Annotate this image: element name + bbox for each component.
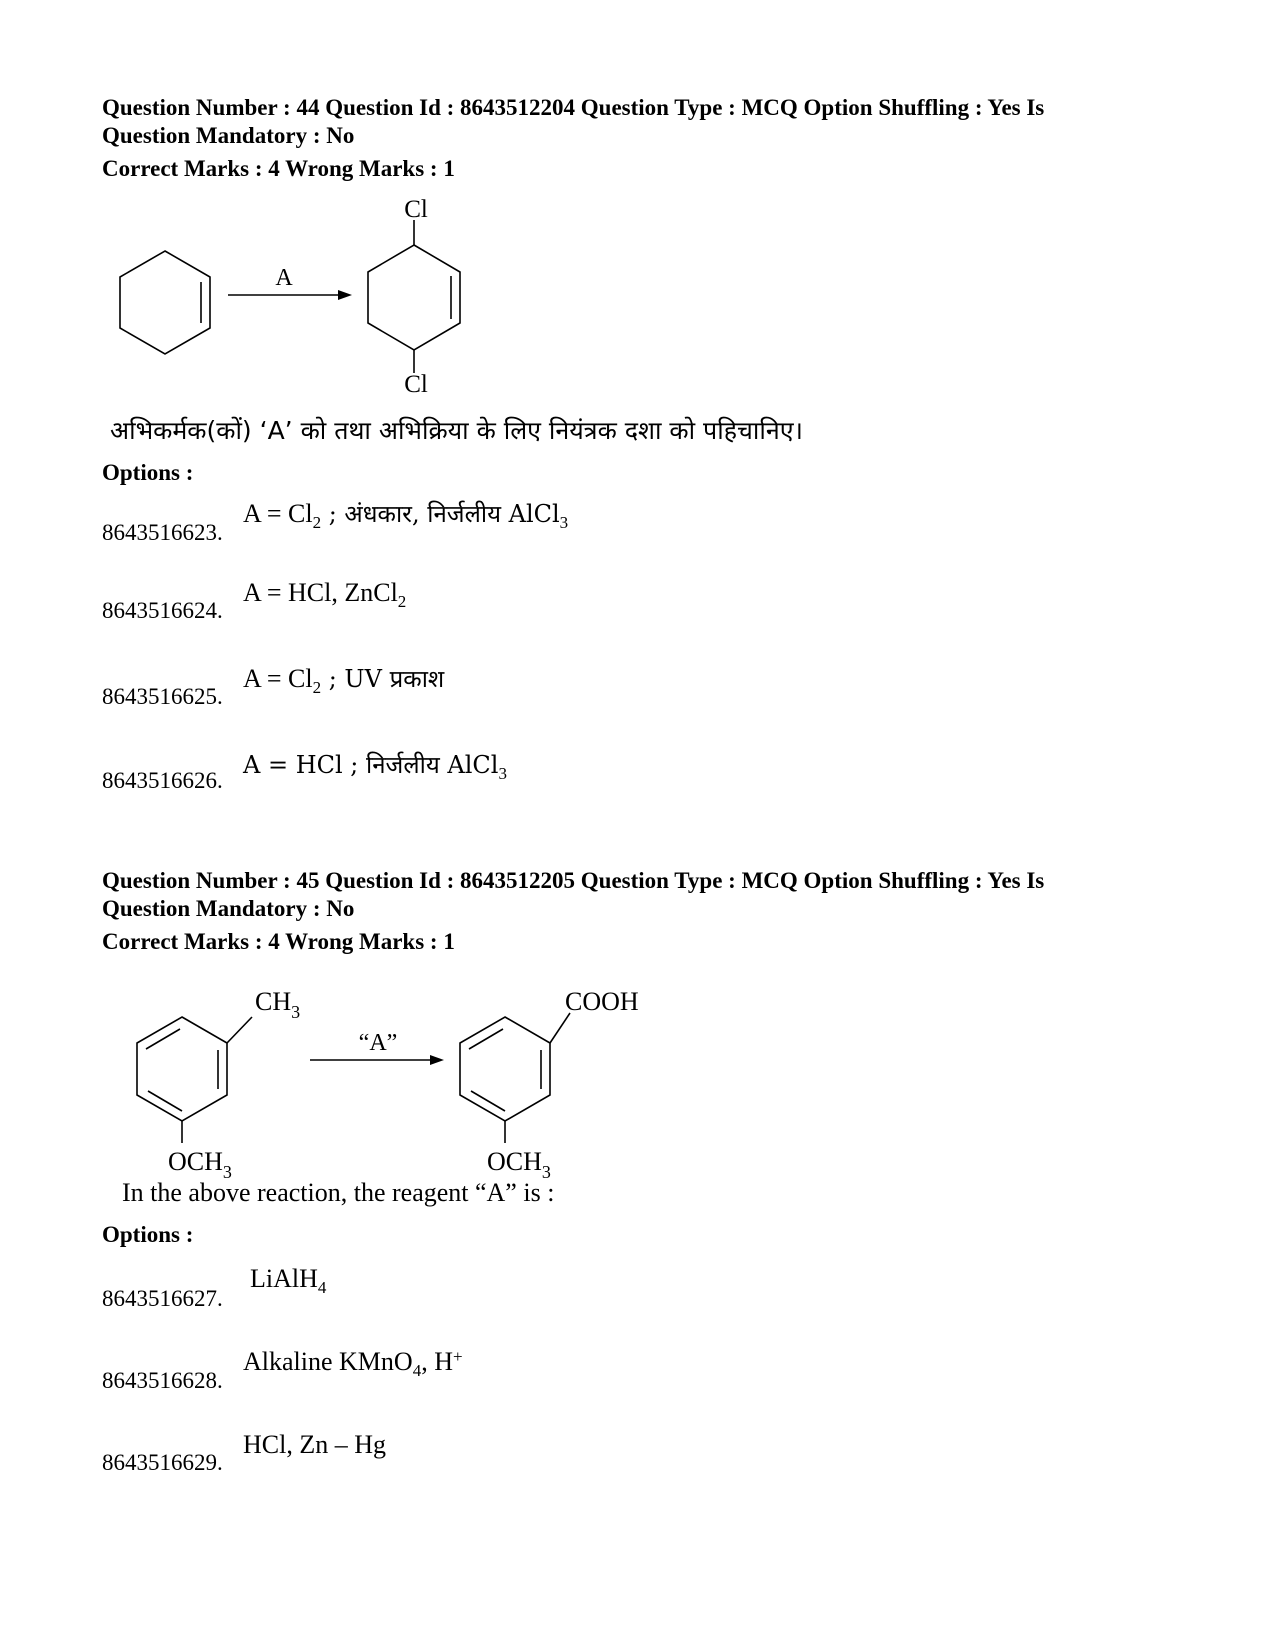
q45-option-1-id: 8643516627. xyxy=(102,1286,223,1311)
q44-top-chlorine: Cl xyxy=(404,196,428,223)
q44-option-1-post: ; अंधकार, निर्जलीय AlCl xyxy=(321,500,560,528)
q45-reactant-methyl-text: CH xyxy=(255,987,292,1016)
q44-option-4-text: A = HCl ; निर्जलीय AlCl xyxy=(243,751,499,779)
q45-reactant-methoxy-text: OCH xyxy=(168,1147,223,1176)
q45-reaction-diagram xyxy=(120,980,680,1190)
q44-option-1-id: 8643516623. xyxy=(102,520,223,545)
q45-option-2-id: 8643516628. xyxy=(102,1368,223,1393)
q45-header-line1: Question Number : 45 Question Id : 8643512205 Question Type : MCQ Option Shuffling : Yes Is xyxy=(102,868,1045,893)
q44-header-line2: Question Mandatory : No xyxy=(102,123,355,148)
q45-option-2-post: , H xyxy=(421,1347,453,1376)
q45-product-methoxy xyxy=(487,1147,551,1182)
q45-header-line2: Question Mandatory : No xyxy=(102,896,355,921)
q44-option-4[interactable] xyxy=(243,748,507,784)
q44-question-text: अभिकर्मक(कों) ‘A’ को तथा अभिक्रिया के लिए नियंत्रक दशा को पहिचानिए। xyxy=(110,416,803,445)
q45-reactant-methoxy xyxy=(168,1147,232,1182)
q44-dichlorocyclohexene xyxy=(368,220,460,373)
q44-option-3-post: ; UV प्रकाश xyxy=(321,665,445,693)
q44-option-2-sub: 2 xyxy=(397,592,407,611)
q45-marks: Correct Marks : 4 Wrong Marks : 1 xyxy=(102,929,455,954)
q45-question-text: In the above reaction, the reagent “A” is : xyxy=(122,1178,555,1207)
q44-option-3-sub: 2 xyxy=(312,678,322,697)
q45-reactant-methyl-sub: 3 xyxy=(291,1002,301,1022)
q44-option-4-sub: 3 xyxy=(498,764,507,783)
q45-reaction-arrow xyxy=(310,1055,444,1065)
q44-option-1-sub2: 3 xyxy=(559,513,569,532)
q44-option-3-id: 8643516625. xyxy=(102,684,223,709)
q45-header xyxy=(102,867,1182,956)
q44-reaction-arrow xyxy=(228,290,352,300)
q44-header-line1: Question Number : 44 Question Id : 8643512204 Question Type : MCQ Option Shuffling : Yes Is xyxy=(102,95,1045,120)
q44-cyclohexene xyxy=(120,251,210,354)
q44-options-label: Options : xyxy=(102,460,194,485)
q44-option-3[interactable] xyxy=(243,662,444,698)
q45-reactant-methoxy-sub: 3 xyxy=(222,1162,232,1182)
q45-reactant-methyl xyxy=(255,987,300,1022)
q45-reagent-label: “A” xyxy=(358,1030,398,1056)
q45-product-methoxy-sub: 3 xyxy=(541,1162,551,1182)
q44-header xyxy=(102,94,1182,183)
q45-option-3[interactable] xyxy=(243,1430,386,1460)
q45-options-label: Options : xyxy=(102,1222,194,1247)
q45-option-2-sub: 4 xyxy=(412,1361,422,1380)
q44-option-2-text: A = HCl, ZnCl xyxy=(243,578,398,607)
q44-option-1-text: A = Cl xyxy=(243,499,313,528)
q44-option-2-id: 8643516624. xyxy=(102,598,223,623)
q45-product-carboxyl: COOH xyxy=(565,987,639,1016)
q44-reaction-diagram xyxy=(100,195,520,410)
q44-marks: Correct Marks : 4 Wrong Marks : 1 xyxy=(102,156,455,181)
q45-option-2[interactable] xyxy=(243,1347,463,1381)
q44-reagent-label: A xyxy=(275,265,293,291)
q45-product-methoxy-text: OCH xyxy=(487,1147,542,1176)
q45-option-1-text: LiAlH xyxy=(250,1264,318,1293)
q45-option-3-id: 8643516629. xyxy=(102,1450,223,1475)
q44-option-3-text: A = Cl xyxy=(243,664,313,693)
q44-option-4-id: 8643516626. xyxy=(102,768,223,793)
q45-reactant-ring xyxy=(137,1017,252,1143)
q44-option-2[interactable] xyxy=(243,578,406,612)
q45-option-1-sub: 4 xyxy=(317,1278,327,1297)
q45-option-2-text: Alkaline KMnO xyxy=(243,1347,413,1376)
q44-option-1-sub: 2 xyxy=(312,513,322,532)
q44-option-1[interactable] xyxy=(243,497,568,533)
q45-option-2-sup: + xyxy=(452,1347,463,1366)
q45-option-1[interactable] xyxy=(250,1264,326,1298)
q45-option-3-text: HCl, Zn – Hg xyxy=(243,1430,386,1459)
q45-product-ring xyxy=(460,1013,570,1143)
q44-bottom-chlorine: Cl xyxy=(404,371,428,398)
